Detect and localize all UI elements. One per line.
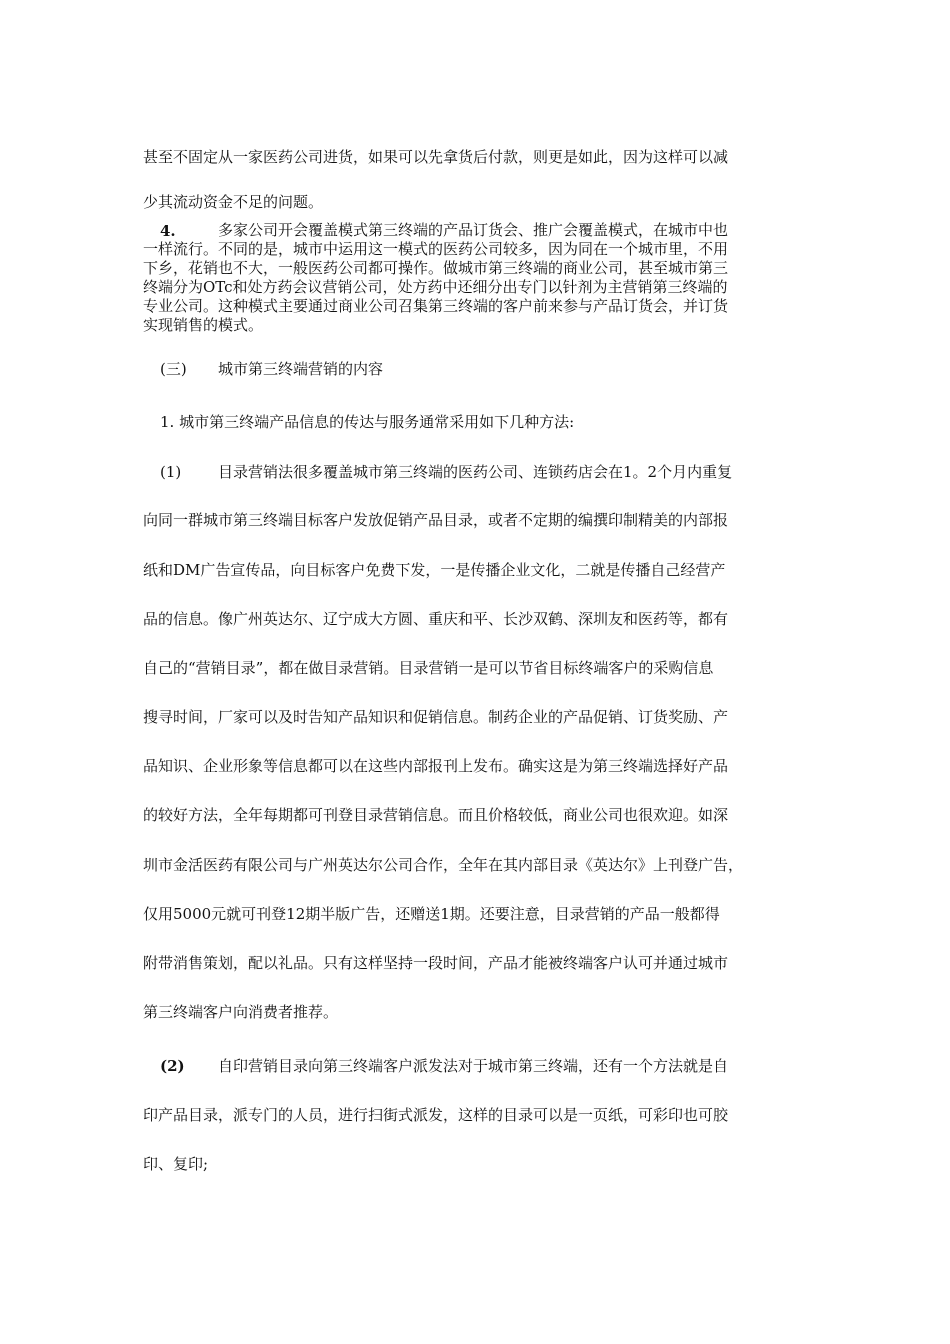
paragraph-line: 专业公司。这种模式主要通过商业公司召集第三终端的客户前来参与产品订货会，并订货 bbox=[143, 297, 729, 315]
paragraph-line: 搜寻时间，厂家可以及时告知产品知识和促销信息。制药企业的产品促销、订货奖励、产 bbox=[143, 708, 729, 726]
paragraph-line: 附带消售策划，配以礼品。只有这样坚持一段时间，产品才能被终端客户认可并通过城市 bbox=[143, 954, 729, 972]
paragraph-line: 印、复印; bbox=[143, 1155, 209, 1173]
paragraph-line: 仅用5000元就可刊登12期半版广告，还赠送1期。还要注意，目录营销的产品一般都得 bbox=[143, 905, 720, 923]
paragraph-line: 品的信息。像广州英达尔、辽宁成大方圆、重庆和平、长沙双鹤、深圳友和医药等，都有 bbox=[143, 610, 729, 628]
item-number: (1) bbox=[160, 463, 182, 481]
item-number: (2) bbox=[160, 1057, 185, 1075]
paragraph-line: 甚至不固定从一家医药公司进货，如果可以先拿货后付款，则更是如此，因为这样可以减 bbox=[143, 148, 729, 166]
item4-paragraph bbox=[143, 221, 813, 335]
section-title: 城市第三终端营销的内容 bbox=[218, 360, 384, 378]
paragraph-line: 纸和DM广告宣传品，向目标客户免费下发，一是传播企业文化，二就是传播自己经营产 bbox=[143, 561, 726, 579]
point-heading: 1. 城市第三终端产品信息的传达与服务通常采用如下几种方法: bbox=[160, 413, 575, 431]
paragraph-line: 自己的“营销目录”，都在做目录营销。目录营销一是可以节省目标终端客户的采购信息 bbox=[143, 659, 714, 677]
paragraph-line: 多家公司开会覆盖模式第三终端的产品订货会、推广会覆盖模式，在城市中也 bbox=[218, 221, 729, 239]
item-number: 4. bbox=[160, 222, 176, 240]
paragraph-line: 的较好方法，全年每期都可刊登目录营销信息。而且价格较低，商业公司也很欢迎。如深 bbox=[143, 806, 729, 824]
paragraph-line: 第三终端客户向消费者推荐。 bbox=[143, 1003, 339, 1021]
paragraph-line: 品知识、企业形象等信息都可以在这些内部报刊上发布。确实这是为第三终端选择好产品 bbox=[143, 757, 729, 775]
section-number: (三) bbox=[160, 360, 187, 378]
paragraph-line: 终端分为OTc和处方药会议营销公司，处方药中还细分出专门以针剂为主营销第三终端的 bbox=[143, 278, 728, 296]
paragraph-line: 自印营销目录向第三终端客户派发法对于城市第三终端，还有一个方法就是自 bbox=[218, 1057, 729, 1075]
paragraph-line: 圳市金活医药有限公司与广州英达尔公司合作，全年在其内部目录《英达尔》上刊登广告， bbox=[143, 856, 744, 874]
paragraph-line: 实现销售的模式。 bbox=[143, 316, 264, 334]
paragraph-line: 印产品目录，派专门的人员，进行扫街式派发，这样的目录可以是一页纸，可彩印也可胶 bbox=[143, 1106, 729, 1124]
paragraph-line: 一样流行。不同的是，城市中运用这一模式的医药公司较多，因为同在一个城市里，不用 bbox=[143, 240, 729, 258]
paragraph-line: 目录营销法很多覆盖城市第三终端的医药公司、连锁药店会在1。2个月内重复 bbox=[218, 463, 733, 481]
paragraph-line: 向同一群城市第三终端目标客户发放促销产品目录，或者不定期的编撰印制精美的内部报 bbox=[143, 511, 729, 529]
paragraph-line: 少其流动资金不足的问题。 bbox=[143, 193, 324, 211]
paragraph-line: 下乡，花销也不大，一般医药公司都可操作。做城市第三终端的商业公司，甚至城市第三 bbox=[143, 259, 729, 277]
